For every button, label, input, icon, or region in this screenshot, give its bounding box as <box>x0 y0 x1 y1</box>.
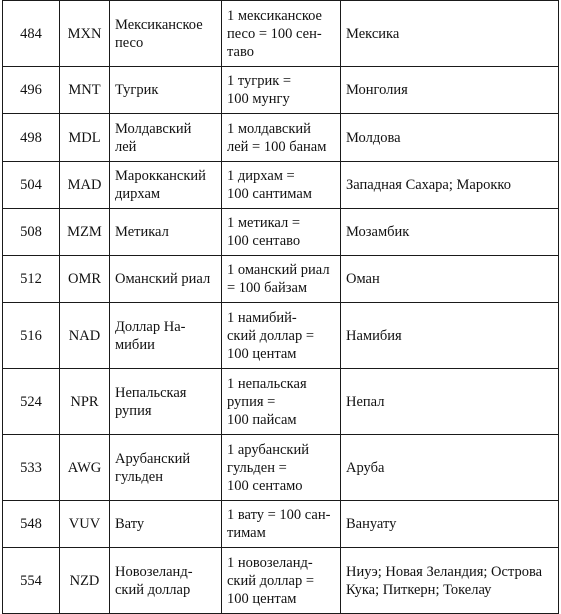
currency-countries: Монголия <box>341 67 559 114</box>
currency-subunit: 1 непальская рупия = 100 пайсам <box>222 369 341 435</box>
currency-numeric-code: 504 <box>3 162 60 209</box>
currency-alpha-code: NAD <box>60 303 110 369</box>
currency-name: Вату <box>110 501 222 548</box>
currency-numeric-code: 484 <box>3 1 60 67</box>
currency-subunit: 1 вату = 100 сан- тимам <box>222 501 341 548</box>
currency-name: Доллар На- мибии <box>110 303 222 369</box>
currency-countries: Вануату <box>341 501 559 548</box>
currency-subunit: 1 дирхам = 100 сантимам <box>222 162 341 209</box>
currency-name: Тугрик <box>110 67 222 114</box>
currency-subunit: 1 оманский риал = 100 байзам <box>222 256 341 303</box>
currency-countries: Аруба <box>341 435 559 501</box>
currency-numeric-code: 548 <box>3 501 60 548</box>
currency-countries: Молдова <box>341 114 559 162</box>
currency-alpha-code: MZM <box>60 209 110 256</box>
currency-alpha-code: VUV <box>60 501 110 548</box>
currency-numeric-code: 496 <box>3 67 60 114</box>
currency-numeric-code: 516 <box>3 303 60 369</box>
currency-alpha-code: MNT <box>60 67 110 114</box>
table-row <box>3 1 559 67</box>
table-row <box>3 303 559 369</box>
currency-countries: Непал <box>341 369 559 435</box>
currency-numeric-code: 524 <box>3 369 60 435</box>
table-row <box>3 369 559 435</box>
table-row <box>3 209 559 256</box>
table-row <box>3 501 559 548</box>
currency-numeric-code: 533 <box>3 435 60 501</box>
currency-subunit: 1 арубанский гульден = 100 сентамо <box>222 435 341 501</box>
currency-name: Марокканский дирхам <box>110 162 222 209</box>
currency-countries: Ниуэ; Новая Зеландия; Острова Кука; Питкерн; Токелау <box>341 548 559 614</box>
table-row <box>3 162 559 209</box>
currency-countries: Намибия <box>341 303 559 369</box>
currency-alpha-code: NPR <box>60 369 110 435</box>
currency-alpha-code: MDL <box>60 114 110 162</box>
currency-countries: Мозамбик <box>341 209 559 256</box>
currency-numeric-code: 512 <box>3 256 60 303</box>
currency-subunit: 1 тугрик = 100 мунгу <box>222 67 341 114</box>
currency-name: Оманский риал <box>110 256 222 303</box>
currency-name: Метикал <box>110 209 222 256</box>
currency-name: Молдавский лей <box>110 114 222 162</box>
table-row <box>3 114 559 162</box>
currency-subunit: 1 метикал = 100 сентаво <box>222 209 341 256</box>
currency-name: Непальская рупия <box>110 369 222 435</box>
currency-name: Новозеланд- ский доллар <box>110 548 222 614</box>
currency-subunit: 1 молдавский лей = 100 банам <box>222 114 341 162</box>
currency-alpha-code: NZD <box>60 548 110 614</box>
table-row <box>3 548 559 614</box>
currency-alpha-code: OMR <box>60 256 110 303</box>
currency-alpha-code: MXN <box>60 1 110 67</box>
currency-name: Арубанский гульден <box>110 435 222 501</box>
currency-subunit: 1 мексиканское песо = 100 сен- таво <box>222 1 341 67</box>
currency-numeric-code: 498 <box>3 114 60 162</box>
currency-countries: Мексика <box>341 1 559 67</box>
table-row <box>3 256 559 303</box>
table-row <box>3 435 559 501</box>
table-row <box>3 67 559 114</box>
currency-subunit: 1 намибий- ский доллар = 100 центам <box>222 303 341 369</box>
currency-countries: Западная Сахара; Марокко <box>341 162 559 209</box>
currency-alpha-code: MAD <box>60 162 110 209</box>
currency-alpha-code: AWG <box>60 435 110 501</box>
currency-numeric-code: 508 <box>3 209 60 256</box>
currency-subunit: 1 новозеланд- ский доллар = 100 центам <box>222 548 341 614</box>
currency-numeric-code: 554 <box>3 548 60 614</box>
currency-table <box>2 0 559 614</box>
currency-name: Мексиканское песо <box>110 1 222 67</box>
currency-countries: Оман <box>341 256 559 303</box>
